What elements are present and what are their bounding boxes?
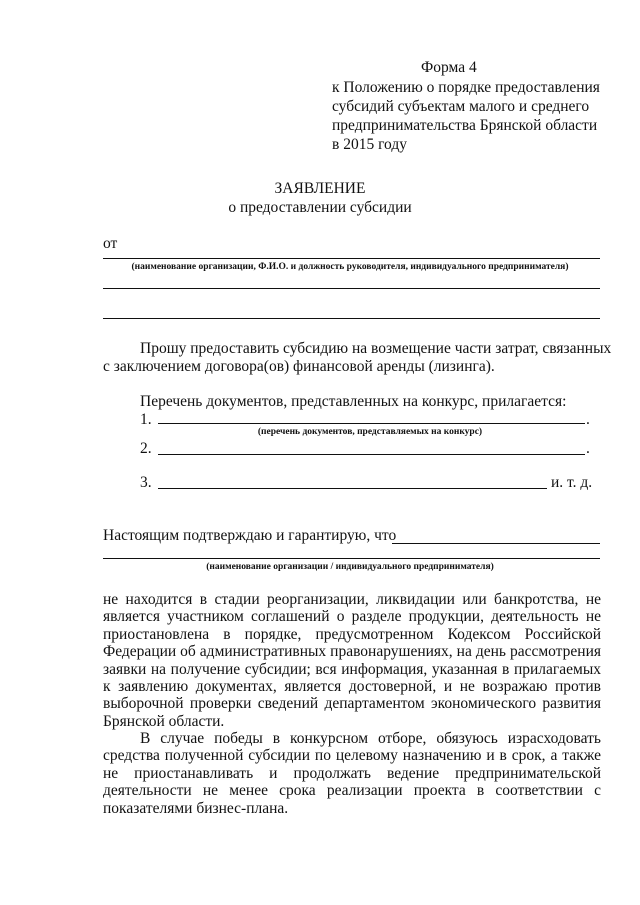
- document-item-1-number: 1.: [140, 411, 152, 428]
- documents-caption: (перечень документов, представляемых на конкурс): [257, 427, 483, 437]
- document-item-1-field[interactable]: [158, 423, 585, 424]
- document-item-2-number: 2.: [140, 440, 152, 457]
- document-item-1-period: .: [586, 411, 590, 428]
- form-number: Форма 4: [421, 59, 477, 76]
- guarantee-name-field[interactable]: [103, 558, 600, 559]
- guarantee-caption: (наименование организации / индивидуального предпринимателя): [206, 562, 494, 572]
- guarantee-text: Настоящим подтверждаю и гарантирую, что: [103, 527, 397, 544]
- request-line-2: с заключением договора(ов) финансовой аренды (лизинга).: [103, 358, 495, 375]
- guarantee-inline-field[interactable]: [392, 543, 600, 544]
- from-line-3[interactable]: [103, 318, 600, 319]
- document-subtitle: о предоставлении субсидии: [228, 199, 412, 216]
- from-caption: (наименование организации, Ф.И.О. и должность руководителя, индивидуального предпринимателя): [131, 262, 569, 272]
- header-line-1: к Положению о порядке предоставления: [332, 79, 600, 96]
- guarantee-paragraph-1: не находится в стадии реорганизации, ликвидации или банкротства, не является участником соглашений о разделе продукции, деятельность не приостановлена в порядке, предусмотренном Кодексом Российской Федерации об административных правонарушениях, на день рассмотрения заявки на получение субсидии; вся информация, указанная в прилагаемых к заявлению документах, является достоверной, и не возражаю против выборочной проверки сведений департаментом экономического развития Брянской области.: [103, 591, 601, 730]
- document-item-2-period: .: [586, 440, 590, 457]
- header-line-3: предпринимательства Брянской области: [332, 117, 598, 134]
- from-line-2[interactable]: [103, 288, 600, 289]
- documents-intro: Перечень документов, представленных на конкурс, прилагается:: [140, 393, 567, 410]
- document-item-3-field[interactable]: [158, 488, 547, 489]
- document-title: ЗАЯВЛЕНИЕ: [274, 180, 366, 197]
- document-item-3-number: 3.: [140, 474, 152, 491]
- from-line-1[interactable]: [103, 258, 600, 259]
- header-line-4: в 2015 году: [332, 136, 407, 153]
- from-label: от: [103, 235, 118, 252]
- document-item-2-field[interactable]: [158, 454, 585, 455]
- header-line-2: субсидий субъектам малого и среднего: [332, 98, 590, 115]
- guarantee-paragraph-2: В случае победы в конкурсном отборе, обязуюсь израсходовать средства полученной субсидии по целевому назначению и в срок, а также не приостанавливать и продолжать ведение предпринимательской деятельности не менее срока реализации проекта в соответствии с показателями бизнес-плана.: [103, 730, 601, 817]
- document-etc: и. т. д.: [551, 474, 593, 491]
- request-line-1: Прошу предоставить субсидию на возмещение части затрат, связанных: [140, 340, 612, 357]
